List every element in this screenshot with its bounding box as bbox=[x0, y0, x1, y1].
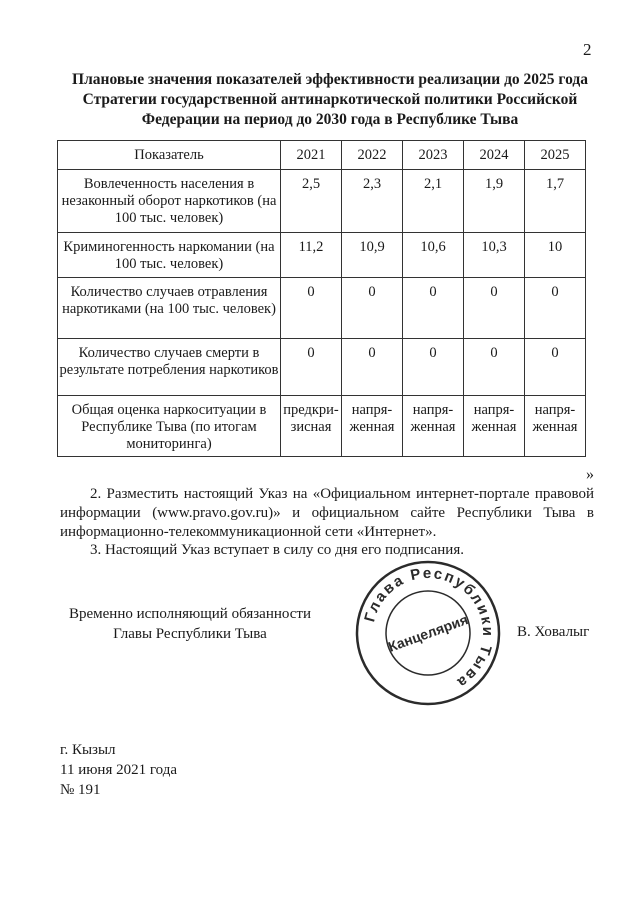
place-and-date bbox=[60, 740, 177, 800]
paragraph-2: 2. Разместить настоящий Указ на «Официальном интернет-портале правовой информации (www.pravo.gov.ru)» и официальном сайте Республики Тыва в информационно-телекоммуникационной сети «Интернет». bbox=[60, 486, 594, 540]
page-number: 2 bbox=[583, 40, 592, 59]
stamp-ring-text: Глава Республики Тыва bbox=[361, 564, 497, 692]
indicator-value: напря-женная bbox=[403, 396, 464, 457]
date: 11 июня 2021 года bbox=[60, 762, 177, 778]
indicator-value: 10,9 bbox=[342, 233, 403, 278]
header-year: 2023 bbox=[403, 141, 464, 170]
indicator-value: 0 bbox=[464, 278, 525, 339]
indicator-value: 0 bbox=[281, 339, 342, 396]
indicator-value: 11,2 bbox=[281, 233, 342, 278]
table-row bbox=[58, 339, 586, 396]
indicator-name: Вовлеченность населения в незаконный оборот наркотиков (на 100 тыс. человек) bbox=[58, 170, 281, 233]
stamp-center-text: Канцелярия bbox=[385, 611, 471, 655]
indicator-name: Общая оценка наркоситуации в Республике Тыва (по итогам мониторинга) bbox=[58, 396, 281, 457]
document-title bbox=[60, 70, 600, 130]
indicator-value: 1,7 bbox=[525, 170, 586, 233]
office-stamp bbox=[353, 558, 503, 708]
indicator-value: 1,9 bbox=[464, 170, 525, 233]
signatory-position bbox=[60, 604, 320, 644]
paragraph-3: 3. Настоящий Указ вступает в силу со дня его подписания. bbox=[90, 542, 464, 558]
indicator-value: 2,3 bbox=[342, 170, 403, 233]
title-line: Плановые значения показателей эффективности реализации до 2025 года bbox=[72, 71, 588, 88]
header-year: 2022 bbox=[342, 141, 403, 170]
indicator-value: 10 bbox=[525, 233, 586, 278]
indicator-value: 0 bbox=[342, 278, 403, 339]
table-row bbox=[58, 170, 586, 233]
signatory-name: В. Ховалыг bbox=[517, 624, 590, 640]
header-indicator: Показатель bbox=[58, 141, 281, 170]
indicator-value: 2,1 bbox=[403, 170, 464, 233]
indicator-name: Количество случаев отравления наркотиками (на 100 тыс. человек) bbox=[58, 278, 281, 339]
indicator-value: 10,6 bbox=[403, 233, 464, 278]
table-row bbox=[58, 233, 586, 278]
table-header-row bbox=[58, 141, 586, 170]
position-line: Главы Республики Тыва bbox=[113, 626, 267, 642]
indicator-value: напря-женная bbox=[342, 396, 403, 457]
city: г. Кызыл bbox=[60, 742, 116, 758]
indicator-value: 10,3 bbox=[464, 233, 525, 278]
indicator-value: 0 bbox=[525, 278, 586, 339]
indicator-value: 0 bbox=[403, 339, 464, 396]
indicator-name: Количество случаев смерти в результате потребления наркотиков bbox=[58, 339, 281, 396]
table-row bbox=[58, 396, 586, 457]
indicator-value: 0 bbox=[403, 278, 464, 339]
table-row bbox=[58, 278, 586, 339]
header-year: 2024 bbox=[464, 141, 525, 170]
closing-quote: » bbox=[586, 466, 594, 483]
indicator-value: предкри-зисная bbox=[281, 396, 342, 457]
title-line: Стратегии государственной антинаркотической политики Российской bbox=[82, 91, 578, 108]
indicator-value: напря-женная bbox=[525, 396, 586, 457]
indicator-value: 0 bbox=[525, 339, 586, 396]
indicator-name: Криминогенность наркомании (на 100 тыс. человек) bbox=[58, 233, 281, 278]
position-line: Временно исполняющий обязанности bbox=[68, 606, 311, 622]
indicator-value: 0 bbox=[281, 278, 342, 339]
header-year: 2025 bbox=[525, 141, 586, 170]
indicator-value: 2,5 bbox=[281, 170, 342, 233]
title-line: Федерации на период до 2030 года в Республике Тыва bbox=[141, 111, 519, 128]
indicator-value: напря-женная bbox=[464, 396, 525, 457]
header-year: 2021 bbox=[281, 141, 342, 170]
document-number: № 191 bbox=[60, 782, 101, 798]
indicator-value: 0 bbox=[342, 339, 403, 396]
indicator-value: 0 bbox=[464, 339, 525, 396]
indicators-table bbox=[57, 140, 586, 457]
